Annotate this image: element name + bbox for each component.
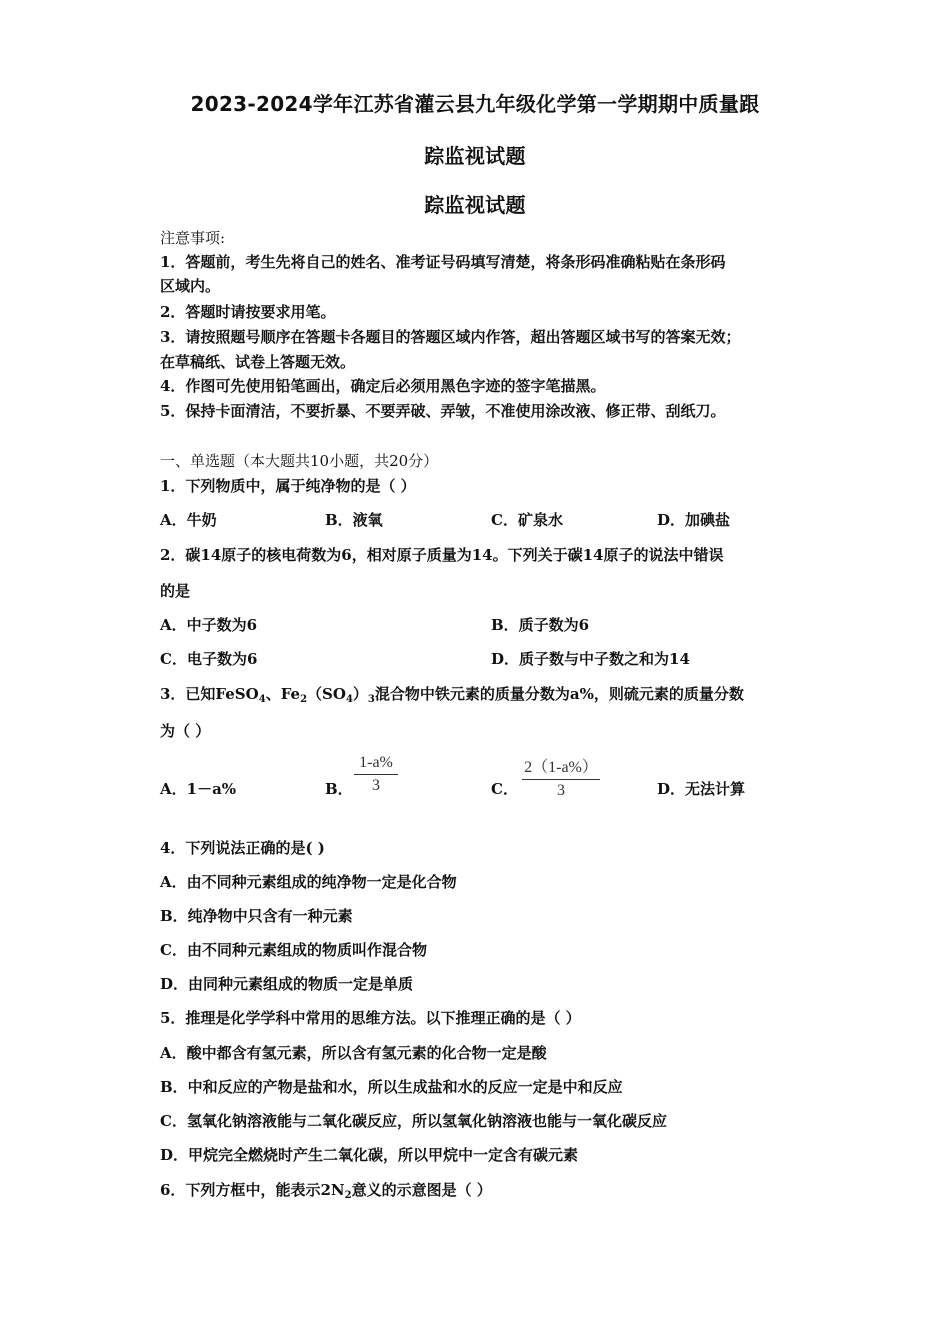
q3-sub-3: 3 [367, 694, 375, 705]
q2-stem-b: 的是 [160, 582, 191, 600]
notice-item-3b: 在草稿纸、试卷上答题无效。 [160, 353, 356, 371]
exam-title-line-1: 2023-2024学年江苏省灌云县九年级化学第一学期期中质量跟 [190, 92, 760, 116]
q2-stem-a: 2．碳14原子的核电荷数为6，相对原子质量为14。下列关于碳14原子的说法中错误 [160, 546, 724, 564]
exam-title-line-2: 踪监视试题 [424, 144, 526, 168]
q3-sub-4b: 4 [345, 694, 353, 705]
notice-item-1b: 区域内。 [160, 277, 221, 295]
q1-option-a: A．牛奶 [160, 511, 217, 529]
q4-option-c: C．由不同种元素组成的物质叫作混合物 [160, 941, 427, 959]
q6-stem-suffix: 意义的示意图是（ ） [351, 1181, 492, 1199]
q3-option-d: D．无法计算 [657, 780, 746, 798]
notice-item-2: 2．答题时请按要求用笔。 [160, 303, 336, 321]
q1-stem: 1．下列物质中，属于纯净物的是（ ） [160, 477, 416, 495]
q3-option-c-fraction [522, 754, 600, 800]
q5-option-c: C．氢氧化钠溶液能与二氧化碳反应，所以氢氧化钠溶液也能与一氧化碳反应 [160, 1112, 667, 1130]
q4-option-d: D．由同种元素组成的物质一定是单质 [160, 975, 414, 993]
q1-option-d: D．加碘盐 [657, 511, 731, 529]
q6-stem [160, 1180, 492, 1206]
q3-sub-4a: 4 [258, 694, 266, 705]
q3-option-b-fraction [354, 754, 398, 795]
q4-stem: 4．下列说法正确的是( ) [160, 839, 325, 857]
q4-option-b: B．纯净物中只含有一种元素 [160, 907, 353, 925]
q5-option-a: A．酸中都含有氢元素，所以含有氢元素的化合物一定是酸 [160, 1044, 547, 1062]
q3-stem-mid2: （SO [307, 685, 346, 703]
q3-option-b-numerator: 1-a% [354, 754, 398, 775]
q3-option-b-denominator: 3 [372, 777, 380, 794]
q3-stem-mid3: ） [352, 685, 368, 703]
q3-stem-suffix: 混合物中铁元素的质量分数为a%，则硫元素的质量分数 [374, 685, 744, 703]
q3-stem-prefix: 3．已知FeSO [160, 685, 259, 703]
q2-option-b: B．质子数为6 [491, 616, 590, 634]
q3-option-c-numerator: 2（1-a%） [522, 754, 600, 780]
q3-option-c-denominator: 3 [557, 782, 565, 799]
notice-item-3a: 3．请按照题号顺序在答题卡各题目的答题区域内作答，超出答题区域书写的答案无效； [160, 328, 741, 346]
q6-sub-2: 2 [344, 1190, 352, 1201]
q5-stem: 5．推理是化学学科中常用的思维方法。以下推理正确的是（ ） [160, 1009, 581, 1027]
q1-option-c: C．矿泉水 [491, 511, 563, 529]
q3-sub-2: 2 [300, 694, 308, 705]
q5-option-d: D．甲烷完全燃烧时产生二氧化碳，所以甲烷中一定含有碳元素 [160, 1146, 579, 1164]
q3-option-a: A．1－a% [160, 780, 237, 798]
section-heading: 一、单选题（本大题共10小题，共20分） [160, 452, 439, 470]
notice-item-4: 4．作图可先使用铅笔画出，确定后必须用黑色字迹的签字笔描黑。 [160, 377, 606, 395]
q3-option-b-label: B． [325, 780, 353, 798]
q3-stem-mid1: 、Fe [265, 685, 301, 703]
q4-option-a: A．由不同种元素组成的纯净物一定是化合物 [160, 873, 457, 891]
q1-option-b: B．液氧 [325, 511, 383, 529]
q6-stem-prefix: 6．下列方框中，能表示2N [160, 1181, 345, 1199]
notice-item-5: 5．保持卡面清洁，不要折暴、不要弄破、弄皱，不准使用涂改液、修正带、刮纸刀。 [160, 402, 726, 420]
notice-heading: 注意事项: [160, 229, 226, 247]
q5-option-b: B．中和反应的产物是盐和水，所以生成盐和水的反应一定是中和反应 [160, 1078, 623, 1096]
q3-stem-a [160, 684, 744, 710]
q2-option-c: C．电子数为6 [160, 650, 258, 668]
q2-option-d: D．质子数与中子数之和为14 [491, 650, 690, 668]
exam-subtitle: 踪监视试题 [424, 193, 526, 217]
q2-option-a: A．中子数为6 [160, 616, 258, 634]
q3-stem-b: 为（ ） [160, 722, 211, 740]
notice-item-1a: 1．答题前，考生先将自己的姓名、准考证号码填写清楚，将条形码准确粘贴在条形码 [160, 253, 726, 271]
q3-option-c-label: C． [491, 780, 518, 798]
